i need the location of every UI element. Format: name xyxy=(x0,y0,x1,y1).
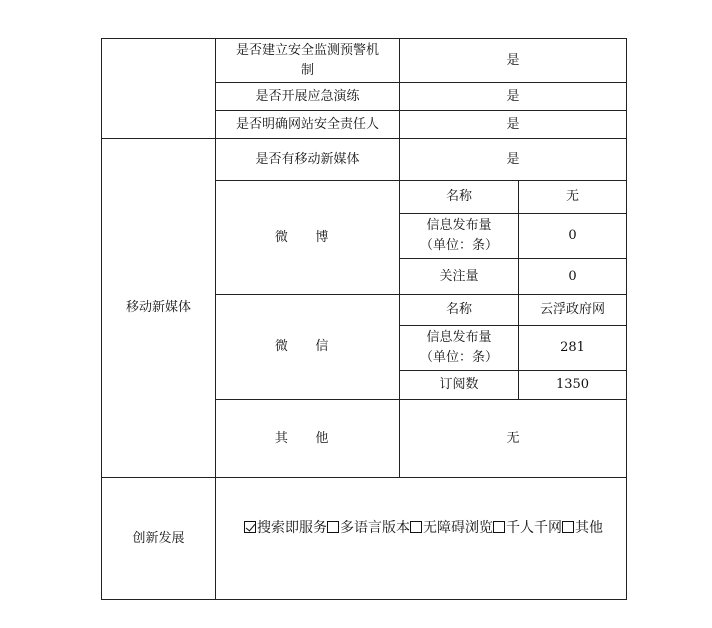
other-value: 无 xyxy=(506,430,520,446)
wechat-name-label: 名称 xyxy=(445,302,472,317)
has-mobile-label: 是否有移动新媒体 xyxy=(255,151,360,167)
warning-value: 是 xyxy=(506,52,520,68)
option-other[interactable] xyxy=(562,518,603,538)
wechat-posts-value: 281 xyxy=(560,340,585,355)
wechat-subs-value: 1350 xyxy=(555,377,590,392)
weibo-posts-value: 0 xyxy=(568,228,577,243)
weibo-name-value: 无 xyxy=(565,189,579,204)
wechat-label: 微 信 xyxy=(274,339,341,354)
weibo-follow-label: 关注量 xyxy=(439,268,479,284)
other-label: 其 他 xyxy=(274,430,341,446)
has-mobile-value: 是 xyxy=(506,151,520,167)
drill-value: 是 xyxy=(506,88,520,104)
option-label: 多语言版本 xyxy=(340,519,410,536)
wechat-subs-label: 订阅数 xyxy=(439,377,479,392)
innovation-options xyxy=(216,478,626,577)
checkbox-icon[interactable] xyxy=(562,521,574,533)
option-label: 千人千网 xyxy=(506,519,562,536)
option-label: 无障碍浏览 xyxy=(423,519,493,536)
weibo-follow-value: 0 xyxy=(568,268,577,284)
border-bottom xyxy=(101,599,627,600)
innovation-section-label: 创新发展 xyxy=(132,530,185,546)
option-personalized[interactable] xyxy=(493,518,562,538)
checkbox-icon[interactable] xyxy=(493,521,505,533)
checkbox-checked-icon[interactable] xyxy=(244,521,256,533)
weibo-posts-label: 信息发布量（单位：条） xyxy=(420,218,499,253)
border-right xyxy=(626,38,627,600)
checkbox-icon[interactable] xyxy=(410,521,422,533)
option-search-as-service[interactable] xyxy=(244,518,327,538)
responsible-value: 是 xyxy=(506,116,520,132)
checkbox-icon[interactable] xyxy=(327,521,339,533)
weibo-label: 微 博 xyxy=(274,229,341,245)
wechat-posts-label: 信息发布量（单位：条） xyxy=(420,330,499,365)
weibo-name-label: 名称 xyxy=(445,189,472,204)
drill-label: 是否开展应急演练 xyxy=(255,88,360,104)
responsible-label: 是否明确网站安全责任人 xyxy=(235,116,379,132)
option-accessible[interactable] xyxy=(410,518,493,538)
mobile-section-label: 移动新媒体 xyxy=(125,300,191,315)
wechat-name-value: 云浮政府网 xyxy=(539,302,605,317)
option-label: 搜索即服务 xyxy=(257,519,327,536)
option-multilingual[interactable] xyxy=(327,518,410,538)
warning-label: 是否建立安全监测预警机制 xyxy=(235,42,379,78)
option-label: 其他 xyxy=(575,519,603,536)
